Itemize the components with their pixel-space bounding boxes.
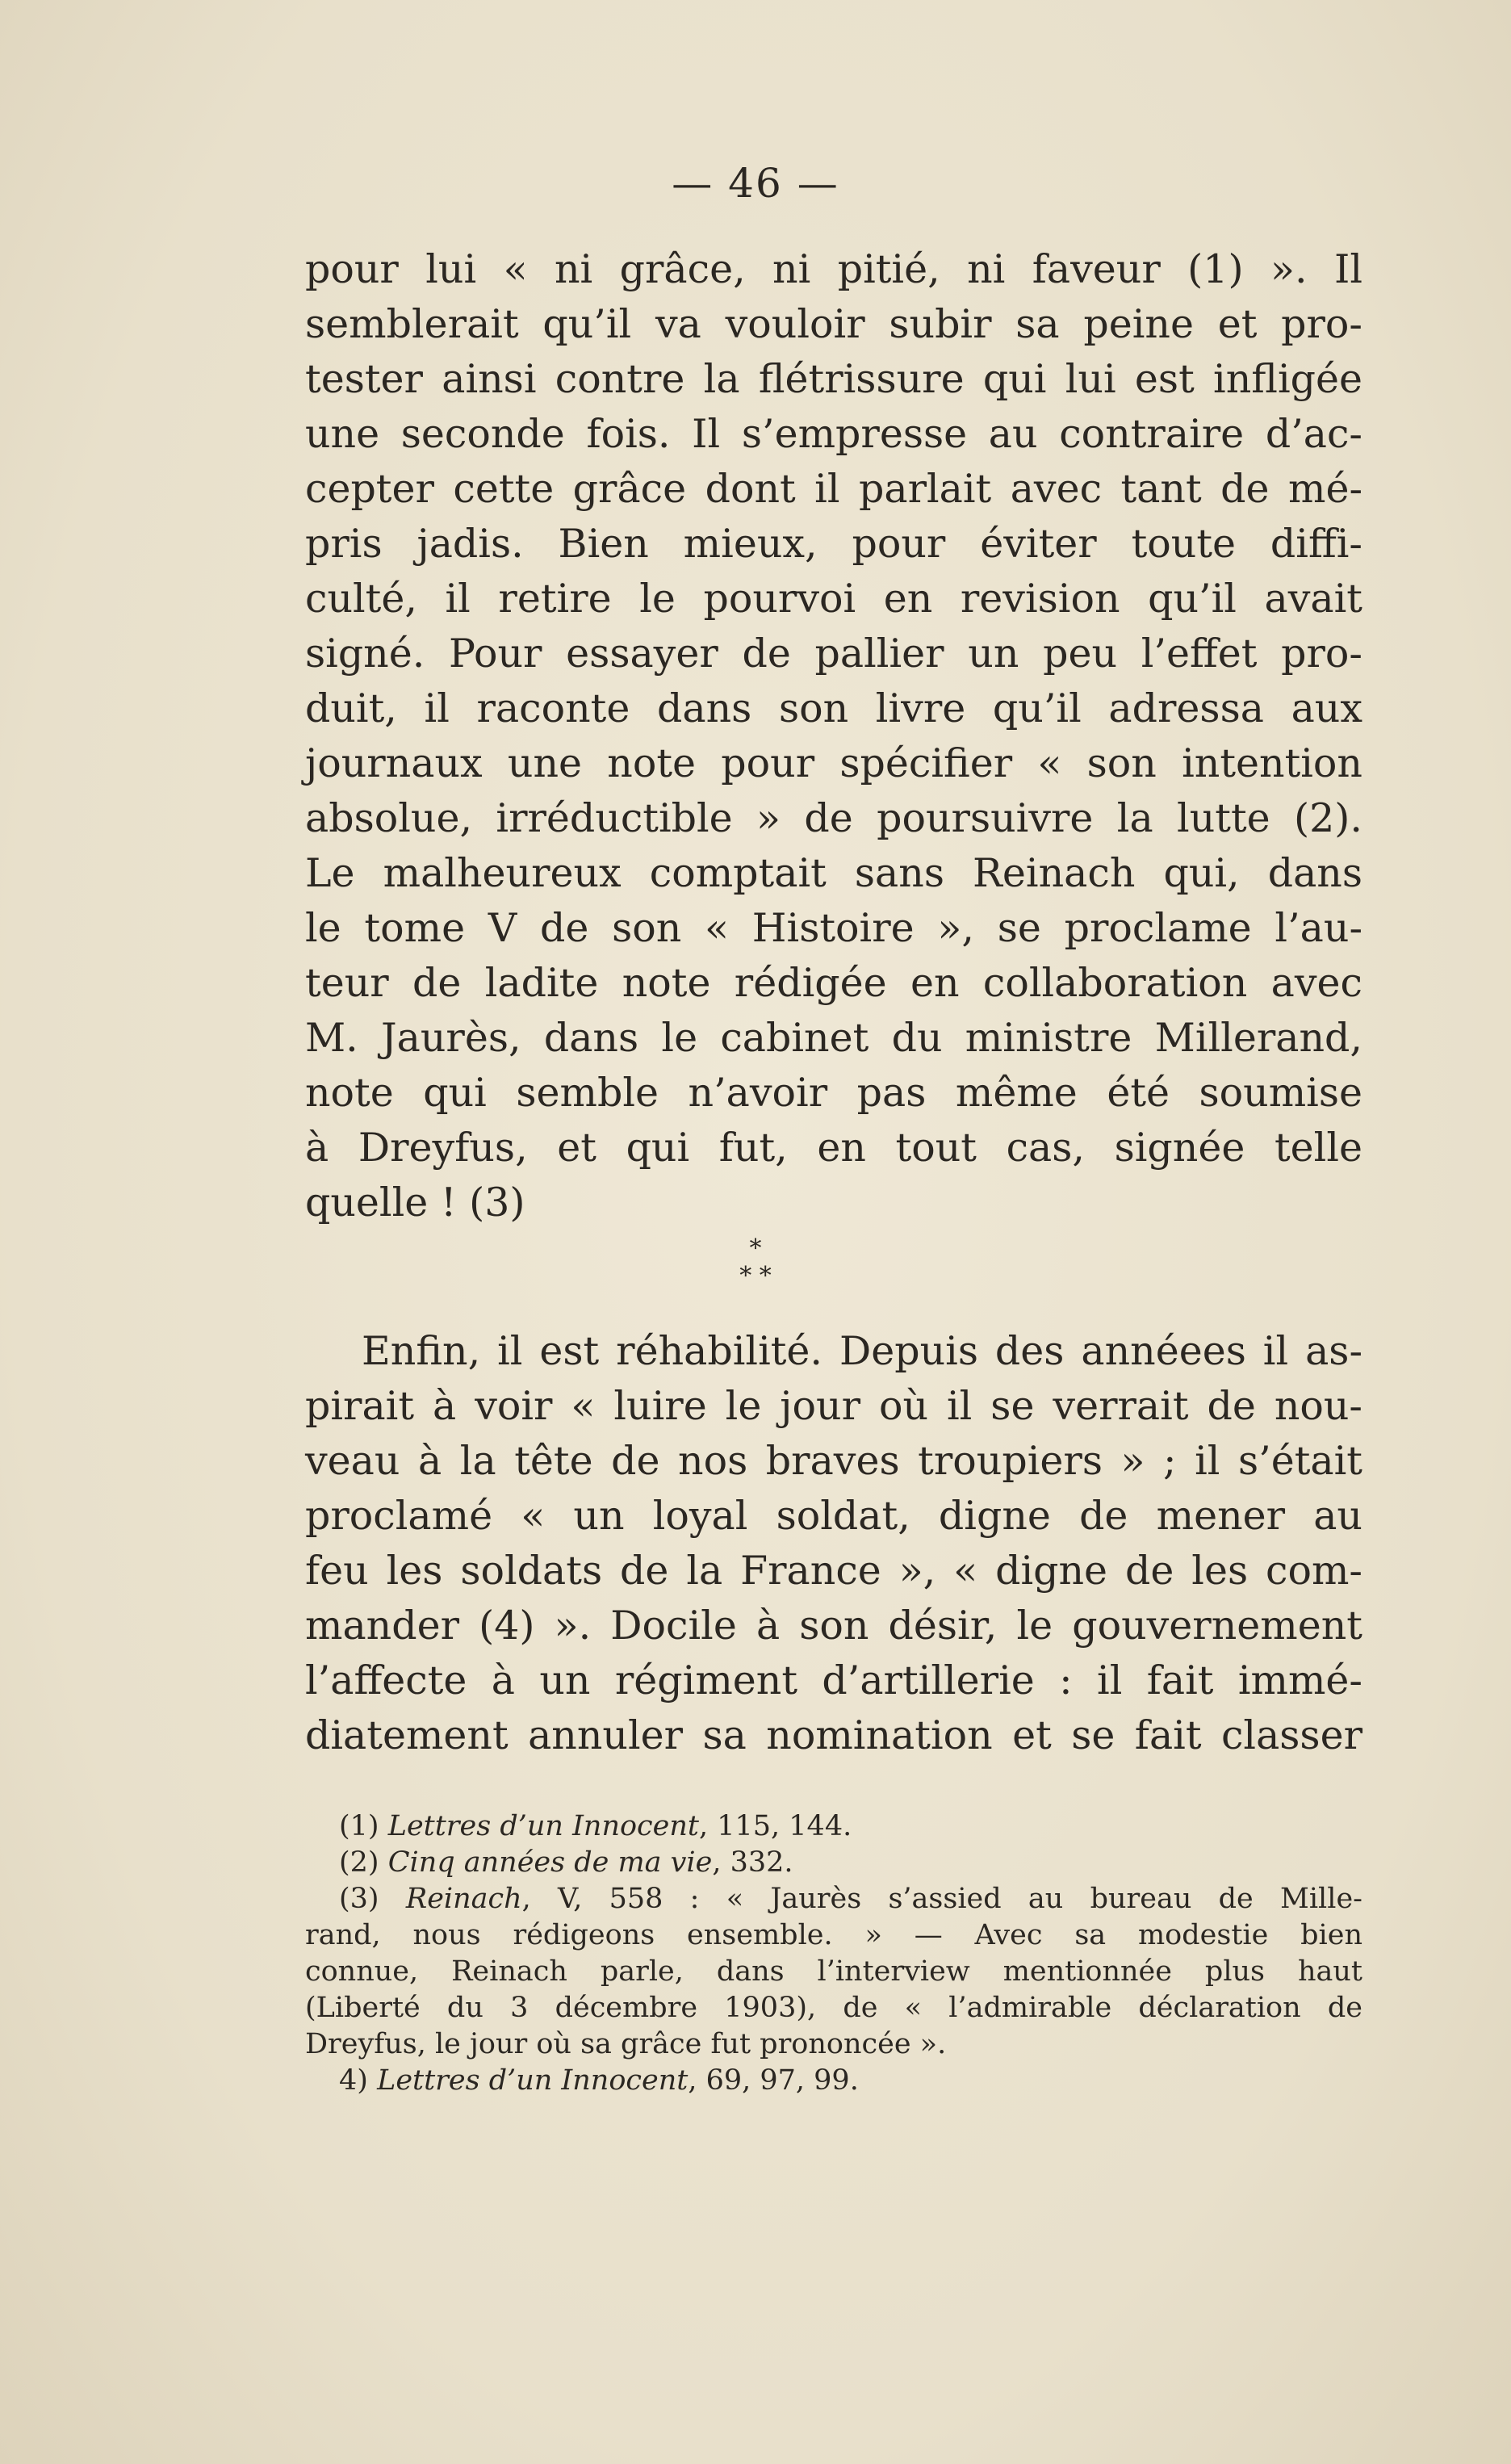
text-line: duit, il raconte dans son livre qu’il adressa aux — [305, 685, 1362, 731]
text-line: semblerait qu’il va vouloir subir sa peine et pro- — [305, 301, 1362, 347]
text-line: proclamé « un loyal soldat, digne de mener au — [305, 1493, 1362, 1539]
text-line: Enfin, il est réhabilité. Depuis des annéees il as- — [362, 1328, 1362, 1374]
footnote-line: connue, Reinach parle, dans l’interview mentionnée plus haut — [305, 1955, 1362, 1988]
footnote-rest: , V, 558 : « Jaurès s’assied au bureau de Mille- — [521, 1883, 1362, 1915]
asterism-bottom: * * — [739, 1262, 772, 1290]
footnotes — [305, 1808, 1362, 2099]
footnote-source: Lettres d’un Innocent — [377, 2064, 689, 2097]
footnote-source: Lettres d’un Innocent — [387, 1810, 699, 1842]
text-line: note qui semble n’avoir pas même été soumise — [305, 1070, 1362, 1116]
text-line: culté, il retire le pourvoi en revision qu’il avait — [305, 576, 1362, 622]
footnote-1 — [305, 1808, 1362, 1845]
text-line: quelle ! (3) — [305, 1180, 525, 1226]
footnote-line: Dreyfus, le jour où sa grâce fut prononcée ». — [305, 2028, 947, 2060]
footnote-line: (Liberté du 3 décembre 1903), de « l’admirable déclaration de — [305, 1992, 1362, 2024]
text-line: le tome V de son « Histoire », se proclame l’au- — [305, 905, 1362, 951]
text-line: une seconde fois. Il s’empresse au contraire d’ac- — [305, 411, 1362, 457]
text-line: pirait à voir « luire le jour où il se verrait de nou- — [305, 1383, 1362, 1429]
paragraph-1 — [305, 242, 1362, 1230]
text-line: pour lui « ni grâce, ni pitié, ni faveur (1) ». Il — [305, 246, 1362, 292]
footnote-rest: , 332. — [712, 1846, 793, 1879]
text-line: mander (4) ». Docile à son désir, le gouvernement — [305, 1603, 1362, 1649]
text-line: M. Jaurès, dans le cabinet du ministre Millerand, — [305, 1015, 1362, 1061]
footnote-2 — [305, 1845, 1362, 1881]
section-break-asterism — [0, 1235, 1511, 1290]
text-line: à Dreyfus, et qui fut, en tout cas, signée telle — [305, 1125, 1362, 1171]
paragraph-2 — [305, 1324, 1362, 1763]
footnote-rest: , 115, 144. — [698, 1810, 852, 1842]
footnote-line: rand, nous rédigeons ensemble. » — Avec sa modestie bien — [305, 1919, 1362, 1951]
asterism-top: * — [749, 1234, 762, 1263]
footnote-4 — [305, 2063, 1362, 2099]
footnote-mark: (2) — [339, 1846, 379, 1879]
text-line: pris jadis. Bien mieux, pour éviter toute diffi- — [305, 521, 1362, 567]
text-line: tester ainsi contre la flétrissure qui lui est infligée — [305, 356, 1362, 402]
text-line: teur de ladite note rédigée en collaboration avec — [305, 960, 1362, 1006]
text-line: journaux une note pour spécifier « son intention — [305, 740, 1362, 786]
text-line: veau à la tête de nos braves troupiers » ; il s’était — [305, 1438, 1362, 1484]
text-line: diatement annuler sa nomination et se fait classer — [305, 1712, 1362, 1758]
footnote-source: Reinach — [405, 1883, 522, 1915]
text-line: cepter cette grâce dont il parlait avec tant de mé- — [305, 466, 1362, 512]
text-line: absolue, irréductible » de poursuivre la lutte (2). — [305, 795, 1362, 841]
footnote-mark: 4) — [339, 2064, 368, 2097]
page-number: — 46 — — [672, 160, 839, 207]
footnote-3 — [305, 1881, 1362, 1917]
footnote-mark: (3) — [339, 1883, 379, 1915]
text-line: signé. Pour essayer de pallier un peu l’effet pro- — [305, 631, 1362, 677]
text-line: Le malheureux comptait sans Reinach qui, dans — [305, 850, 1362, 896]
footnote-rest: , 69, 97, 99. — [688, 2064, 859, 2097]
footnote-mark: (1) — [339, 1810, 379, 1842]
footnote-source: Cinq années de ma vie — [387, 1846, 713, 1879]
text-line: feu les soldats de la France », « digne de les com- — [305, 1548, 1362, 1594]
text-line: l’affecte à un régiment d’artillerie : il fait immé- — [305, 1657, 1362, 1703]
